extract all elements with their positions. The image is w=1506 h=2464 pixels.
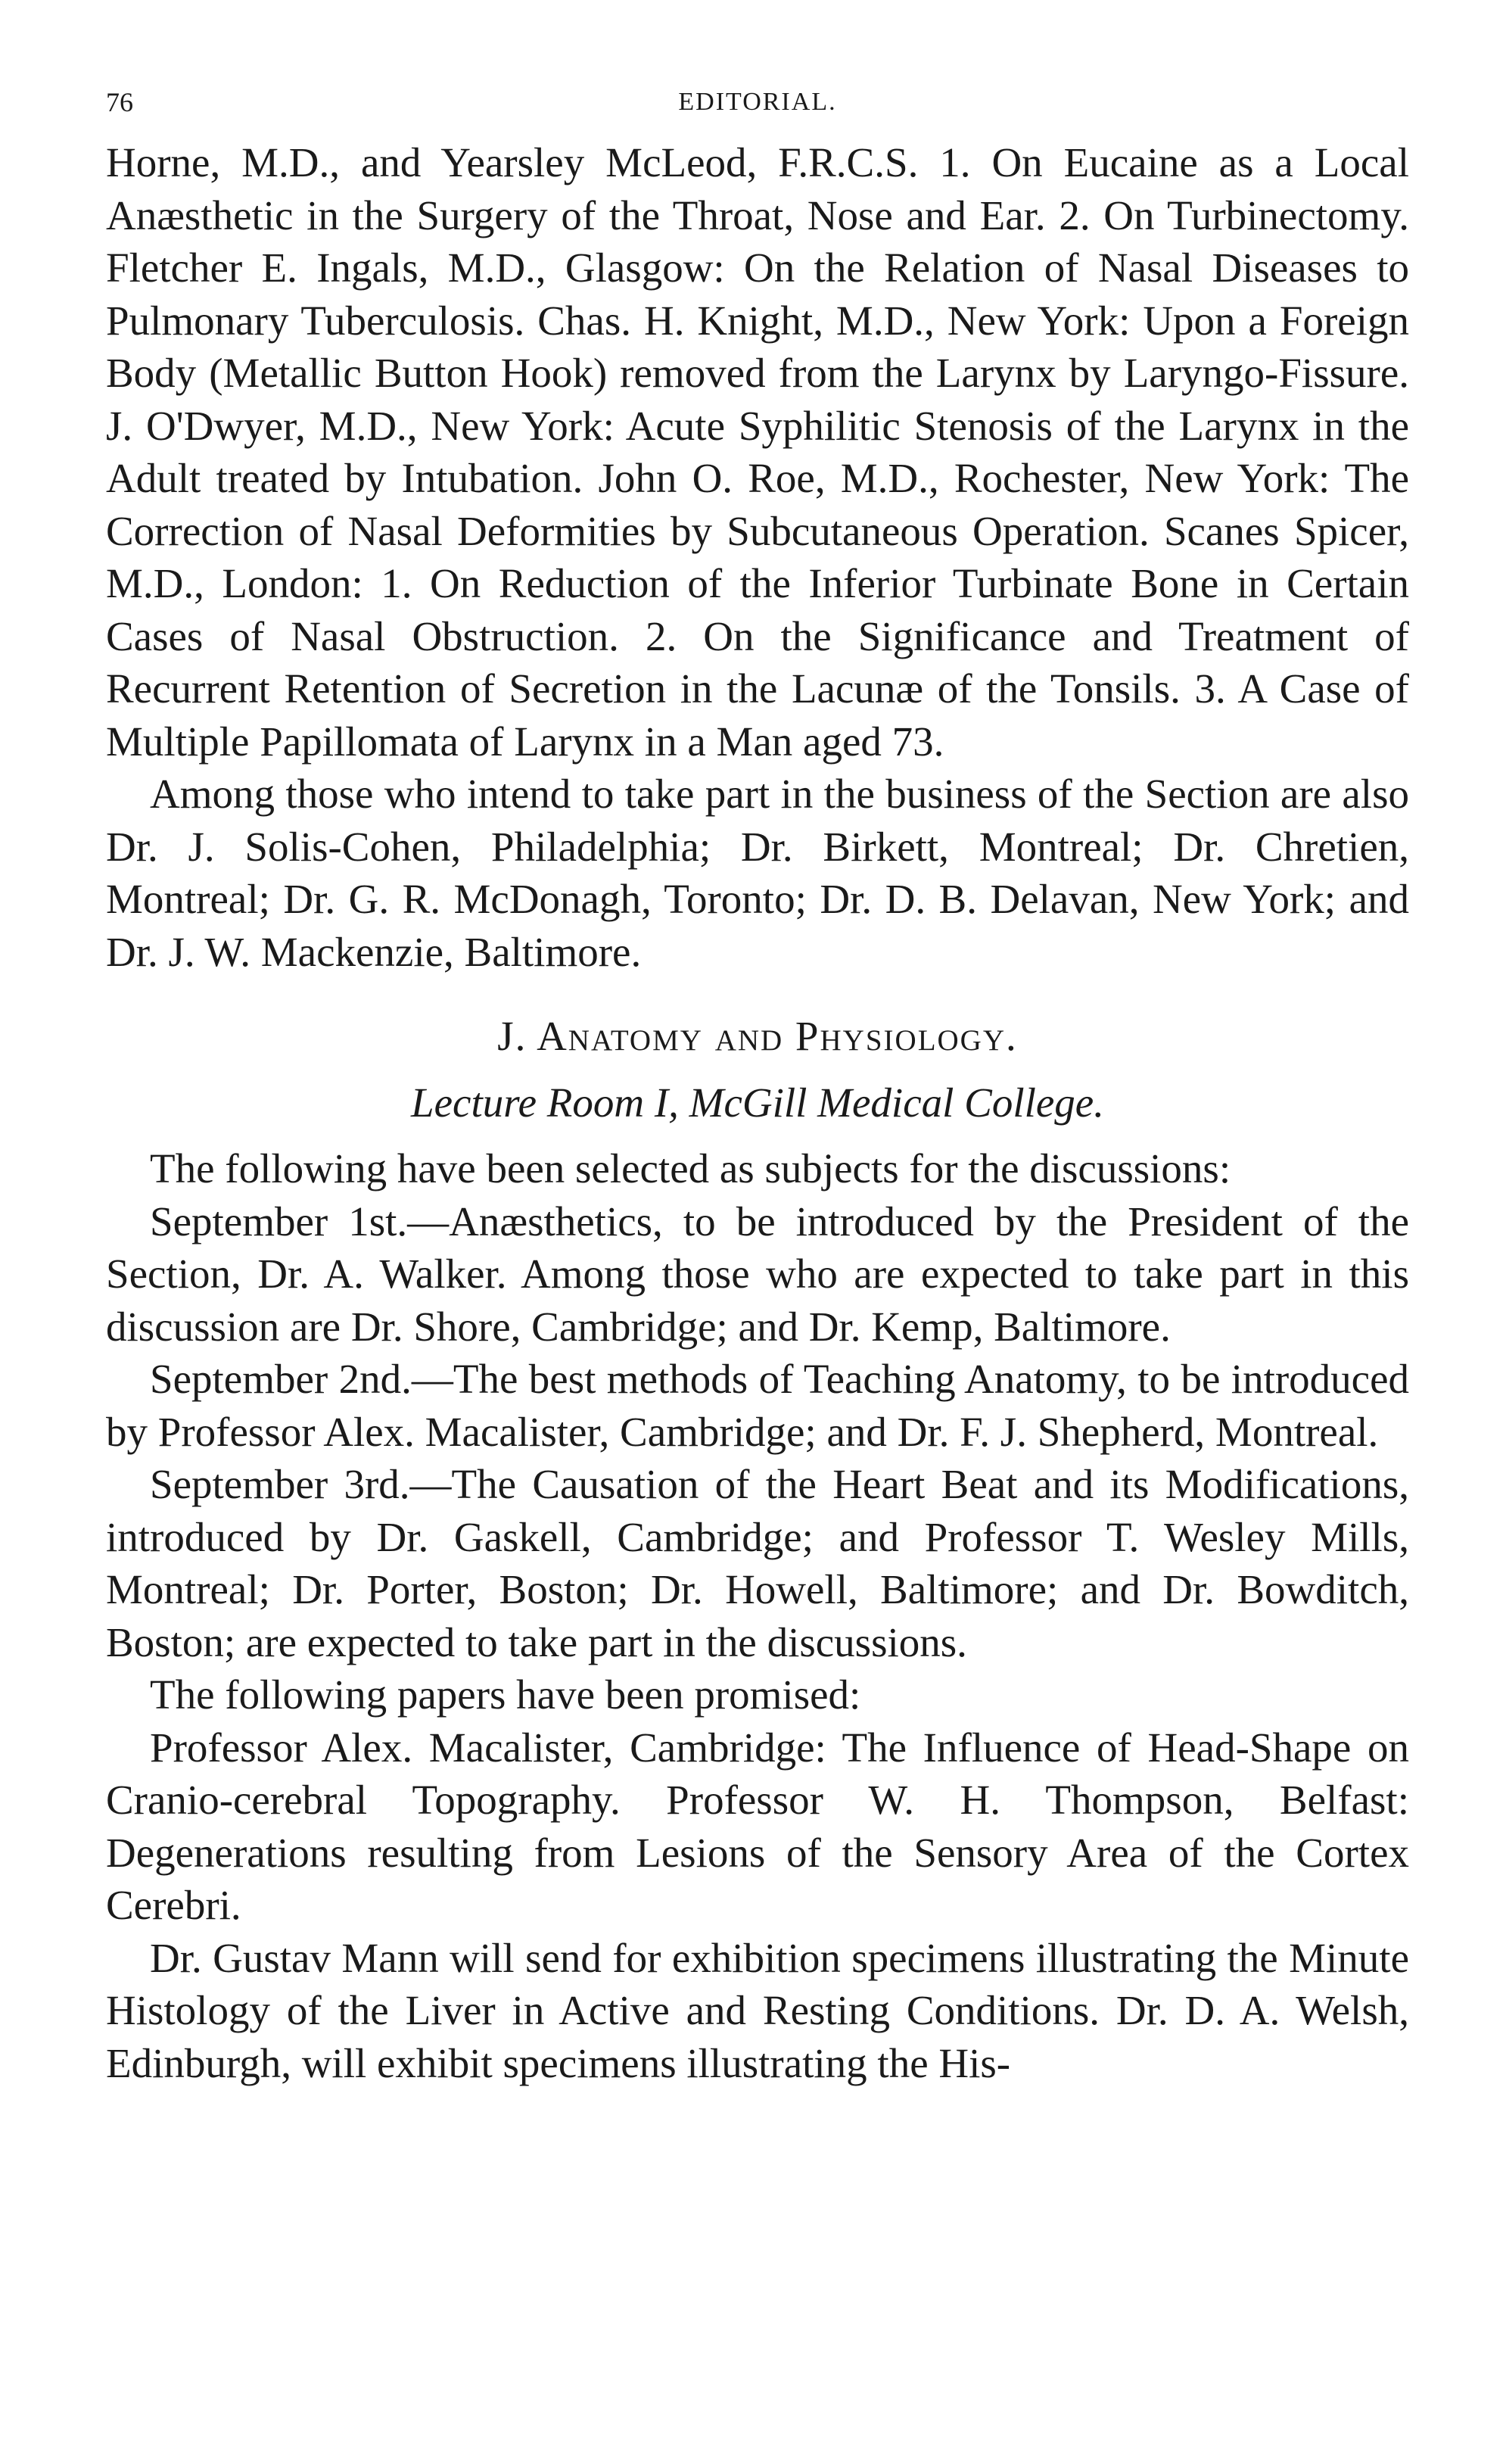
body-text xyxy=(106,136,1409,2089)
page xyxy=(106,76,1409,2089)
page-number: 76 xyxy=(106,87,133,117)
paragraph-papers-list-continued: Horne, M.D., and Yearsley McLeod, F.R.C.S. 1. On Eucaine as a Local Anæsthetic in the Surgery of the Throat, Nose and Ear. 2. On Turbinectomy. Fletcher E. Ingals, M.D., Glasgow: On the Relation of Nasal Diseases to Pulmonary Tuberculosis. Chas. H. Knight, M.D., New York: Upon a Foreign Body (Metallic Button Hook) removed from the Larynx by Laryngo-Fissure. J. O'Dwyer, M.D., New York: Acute Syphilitic Stenosis of the Larynx in the Adult treated by Intubation. John O. Roe, M.D., Rochester, New York: The Correction of Nasal Deformities by Subcutaneous Operation. Scanes Spicer, M.D., London: 1. On Reduction of the Inferior Turbinate Bone in Certain Cases of Nasal Obstruction. 2. On the Significance and Treatment of Recurrent Retention of Secretion in the Lacunæ of the Tonsils. 3. A Case of Multiple Papillomata of Larynx in a Man aged 73. xyxy=(106,139,1409,765)
paragraph-papers-intro: The following papers have been promised: xyxy=(150,1671,861,1718)
running-head xyxy=(106,76,1409,129)
paragraph-september-2nd: September 2nd.—The best methods of Teaching Anatomy, to be introduced by Professor Alex. Macalister, Cambridge; and Dr. F. J. Shepherd, Montreal. xyxy=(106,1356,1409,1455)
section-venue: Lecture Room I, McGill Medical College. xyxy=(411,1079,1104,1126)
paragraph-september-3rd: September 3rd.—The Causation of the Heart Beat and its Modifications, introduced by Dr. Gaskell, Cambridge; and Professor T. Wesley Mills, Montreal; Dr. Porter, Boston; Dr. Howell, Baltimore; and Dr. Bowditch, Boston; are expected to take part in the discussions. xyxy=(106,1461,1409,1665)
paragraph-discussion-intro: The following have been selected as subjects for the discussions: xyxy=(150,1145,1231,1192)
paragraph-exhibitions: Dr. Gustav Mann will send for exhibition specimens illustrating the Minute Histology of the Liver in Active and Resting Conditions. Dr. D. A. Welsh, Edinburgh, will exhibit specimens illustrating the His- xyxy=(106,1934,1409,2086)
paragraph-papers: Professor Alex. Macalister, Cambridge: The Influence of Head-Shape on Cranio-cerebral Topography. Professor W. H. Thompson, Belfast: Degenerations resulting from Lesions of the Sensory Area of the Cortex Cerebri. xyxy=(106,1724,1409,1928)
paragraph-participants: Among those who intend to take part in the business of the Section are also Dr. J. Solis-Cohen, Philadelphia; Dr. Birkett, Montreal; Dr. Chretien, Montreal; Dr. G. R. McDonagh, Toronto; Dr. D. B. Delavan, New York; and Dr. J. W. Mackenzie, Baltimore. xyxy=(106,771,1409,975)
section-heading: J. Anatomy and Physiology. xyxy=(497,1013,1018,1059)
paragraph-september-1st: September 1st.—Anæsthetics, to be introduced by the President of the Section, Dr. A. Walker. Among those who are expected to take part in this discussion are Dr. Shore, Cambridge; and Dr. Kemp, Baltimore. xyxy=(106,1198,1409,1350)
running-title: EDITORIAL. xyxy=(678,88,837,116)
